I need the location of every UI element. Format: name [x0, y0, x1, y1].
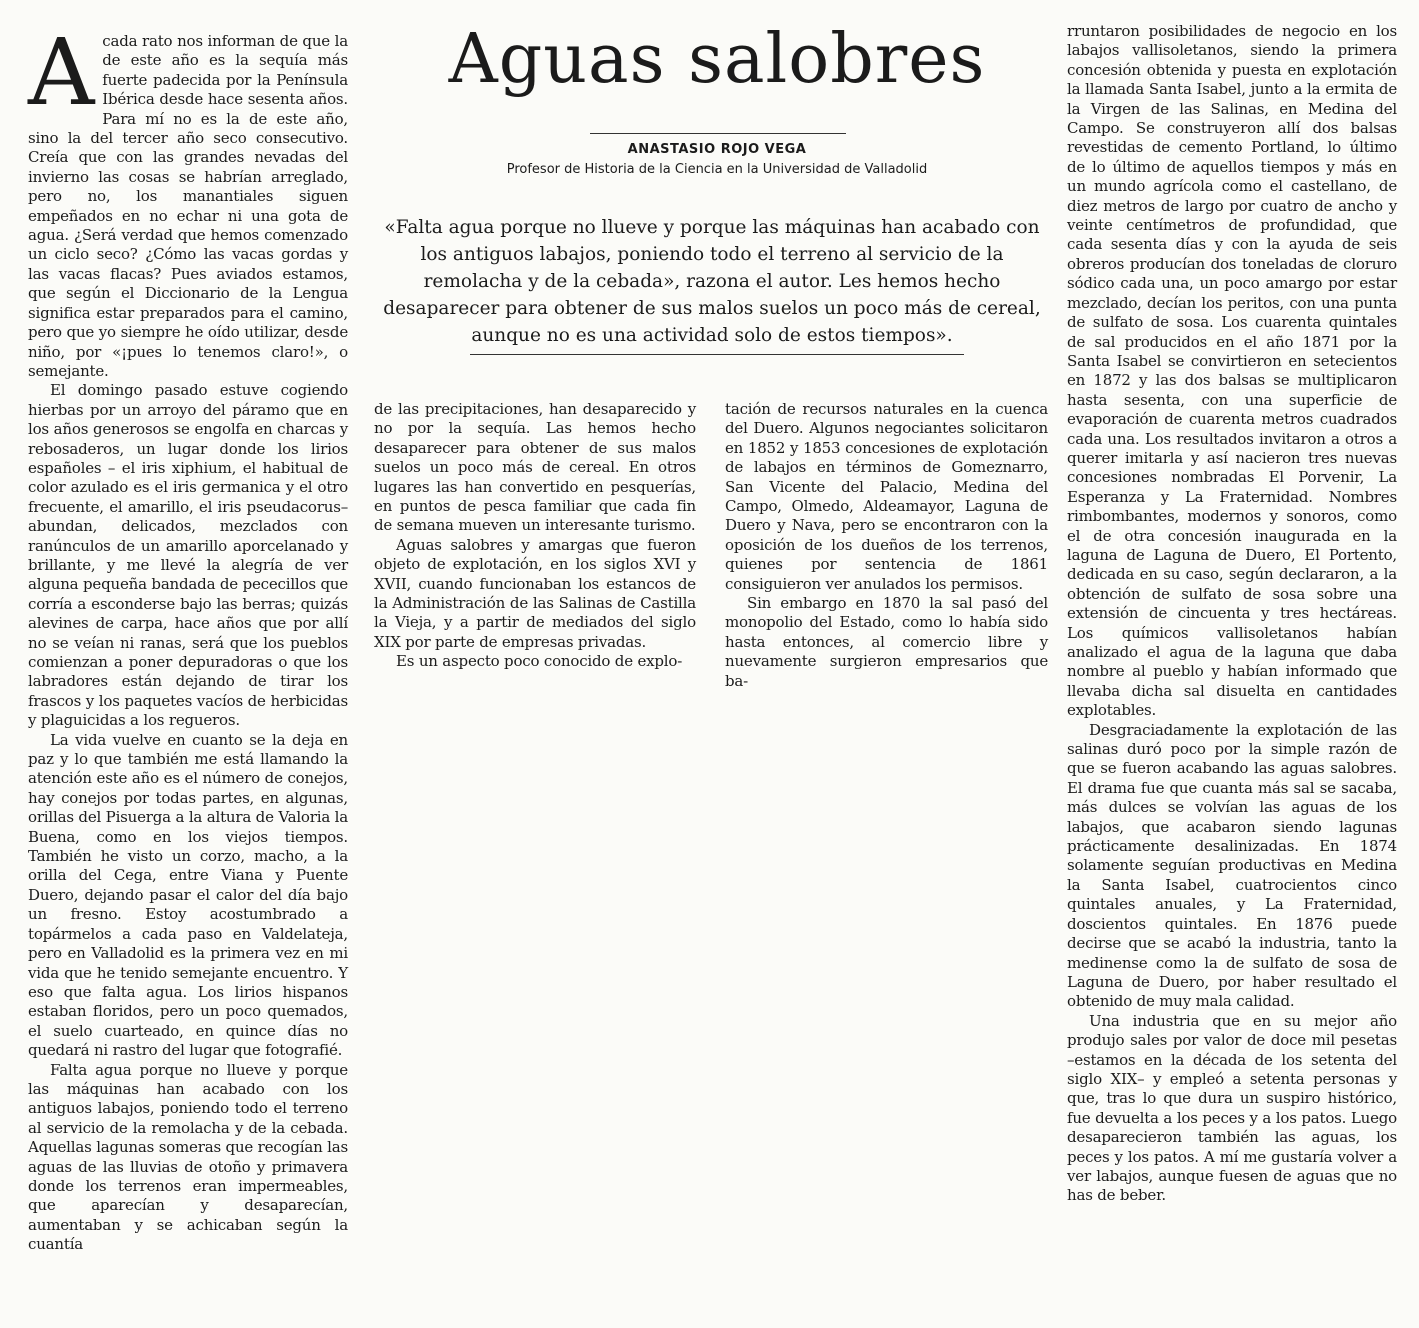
article-column-2: [374, 400, 696, 672]
article-column-4: [1067, 22, 1397, 1206]
paragraph: Aguas salobres y amargas que fueron objeto de explotación, en los siglos XVI y XVII, cuando funcionaban los estancos de la Administración de las Salinas de Castilla la Vieja, y a partir de mediados del siglo XIX por parte de empresas privadas.: [374, 535, 696, 651]
paragraph: Sin embargo en 1870 la sal pasó del monopolio del Estado, como lo había sido hasta entonces, al comercio libre y nuevamente surgieron empresarios que ba-: [725, 594, 1048, 690]
author-role: Profesor de Historia de la Ciencia en la Universidad de Valladolid: [506, 162, 928, 177]
author-name: ANASTASIO ROJO VEGA: [627, 142, 807, 157]
paragraph: Acada rato nos informan de que la de este año es la sequía más fuerte padecida por la Península Ibérica desde hace sesenta años. Para mí no es la de este año, sino la del tercer año seco consecutivo. Creía que con las grandes nevadas del invierno las cosas se habrían arreglado, pero no, los manantiales siguen empeñados en no echar ni una gota de agua. ¿Será verdad que hemos comenzado un ciclo seco? ¿Cómo las vacas gordas y las vacas flacas? Pues aviados estamos, que según el Diccionario de la Lengua significa estar preparados para el camino, pero que yo siempre he oído utilizar, desde niño, por «¡pues lo tenemos claro!», o semejante.: [28, 19, 348, 380]
paragraph: Desgraciadamente la explotación de las salinas duró poco por la simple razón de que se fueron acabando las aguas salobres. El drama fue que cuanta más sal se sacaba, más dulces se volvían las aguas de los labajos, que acabaron siendo lagunas prácticamente desalinizadas. En 1874 solamente seguían productivas en Medina la Santa Isabel, cuatrocientos cinco quintales anuales, y La Fraternidad, doscientos quintales. En 1876 puede decirse que se acabó la industria, tanto la medinense como la de sulfato de sosa de Laguna de Duero, por haber resultado el obtenido de muy mala calidad.: [1067, 720, 1397, 1011]
article-headline: Aguas salobres: [448, 20, 986, 99]
article-column-1: [28, 19, 348, 1255]
paragraph: Una industria que en su mejor año produjo sales por valor de doce mil pesetas –estamos en la década de los setenta del siglo XIX– y empleó a setenta personas y que, tras lo que dura un suspiro histórico, fue devuelta a los peces y a los patos. Luego desaparecieron también las aguas, los peces y los patos. A mí me gustaría volver a ver labajos, aunque fuesen de aguas que no has de beber.: [1067, 1011, 1397, 1205]
pullquote-rule-bottom: [470, 354, 964, 355]
paragraph: El domingo pasado estuve cogiendo hierbas por un arroyo del páramo que en los años generosos se engolfa en charcas y rebosaderos, un lugar donde los lirios españoles – el iris xiphium, el habitual de color azulado es el iris germanica y el otro frecuente, el amarillo, el iris pseudacorus– abundan, delicados, mezclados con ranúnculos de un amarillo aporcelanado y brillante, y me llevé la alegría de ver alguna pequeña bandada de pececillos que corría a esconderse bajo las berras; quizás alevines de carpa, hace años que por allí no se veían ni ranas, será que los pueblos comienzan a poner depuradoras o que los labradores están dejando de tirar los frascos y los paquetes vacíos de herbicidas y plaguicidas a los regueros.: [28, 381, 348, 730]
paragraph: Falta agua porque no llueve y porque las máquinas han acabado con los antiguos labajos, poniendo todo el terreno al servicio de la remolacha y de la cebada. Aquellas lagunas someras que recogían las aguas de las lluvias de otoño y primavera donde los terrenos eran impermeables, que aparecían y desaparecían, aumentaban y se achicaban según la cuantía: [28, 1060, 348, 1254]
paragraph: La vida vuelve en cuanto se la deja en paz y lo que también me está llamando la atención este año es el número de conejos, hay conejos por todas partes, en algunas, orillas del Pisuerga a la altura de Valoria la Buena, como en los viejos tiempos. También he visto un corzo, macho, a la orilla del Cega, entre Viana y Puente Duero, dejando pasar el calor del día bajo un fresno. Estoy acostumbrado a topármelos a cada paso en Valdelateja, pero en Valladolid es la primera vez en mi vida que he tenido semejante encuentro. Y eso que falta agua. Los lirios hispanos estaban floridos, pero un poco quemados, el suelo cuarteado, en quince días no quedará ni rastro del lugar que fotografié.: [28, 730, 348, 1060]
paragraph: rruntaron posibilidades de negocio en los labajos vallisoletanos, siendo la primera concesión obtenida y puesta en explotación la llamada Santa Isabel, junto a la ermita de la Virgen de las Salinas, en Medina del Campo. Se construyeron allí dos balsas revestidas de cemento Portland, lo último de lo último de aquellos tiempos y más en un mundo agrícola como el castellano, de diez metros de largo por cuatro de ancho y veinte centímetros de profundidad, que cada sesenta días y con la ayuda de seis obreros producían dos toneladas de cloruro sódico cada una, un poco amargo por estar mezclado, decían los peritos, con una punta de sulfato de sosa. Los cuarenta quintales de sal producidos en el año 1871 por la Santa Isabel se convirtieron en setecientos en 1872 y las dos balsas se multiplicaron hasta sesenta, con una superficie de evaporación de cuarenta metros cuadrados cada una. Los resultados invitaron a otros a querer imitarla y así nacieron tres nuevas concesiones nombradas El Porvenir, La Esperanza y La Fraternidad. Nombres rimbombantes, modernos y sonoros, como el de otra concesión inaugurada en la laguna de Laguna de Duero, El Portento, dedicada en su caso, según declararon, a la obtención de sulfato de sosa sobre una extensión de cincuenta y tres hectáreas. Los químicos vallisoletanos habían analizado el agua de la laguna que daba nombre al pueblo y habían informado que llevaba dicha sal disuelta en cantidades explotables.: [1067, 22, 1397, 720]
drop-cap: A: [28, 19, 95, 126]
byline-rule-top: [590, 133, 846, 134]
pullquote: «Falta agua porque no llueve y porque las máquinas han acabado con los antiguos labajos, poniendo todo el terreno al servicio de la remolacha y de la cebada», razona el autor. Les hemos hecho desaparecer para obtener de sus malos suelos un poco más de cereal, aunque no es una actividad solo de estos tiempos».: [383, 217, 1041, 346]
paragraph: de las precipitaciones, han desaparecido y no por la sequía. Las hemos hecho desaparecer para obtener de sus malos suelos un poco más de cereal. En otros lugares las han convertido en pesquerías, en puntos de pesca familiar que cada fin de semana mueven un interesante turismo.: [374, 400, 696, 535]
paragraph: Es un aspecto poco conocido de explo-: [396, 652, 683, 671]
paragraph: tación de recursos naturales en la cuenca del Duero. Algunos negociantes solicitaron en 1852 y 1853 concesiones de explotación de labajos en términos de Gomeznarro, San Vicente del Palacio, Medina del Campo, Olmedo, Aldeamayor, Laguna de Duero y Nava, pero se encontraron con la oposición de los dueños de los terrenos, quienes por sentencia de 1861 consiguieron ver anulados los permisos.: [725, 400, 1048, 593]
article-column-3: [725, 400, 1048, 691]
